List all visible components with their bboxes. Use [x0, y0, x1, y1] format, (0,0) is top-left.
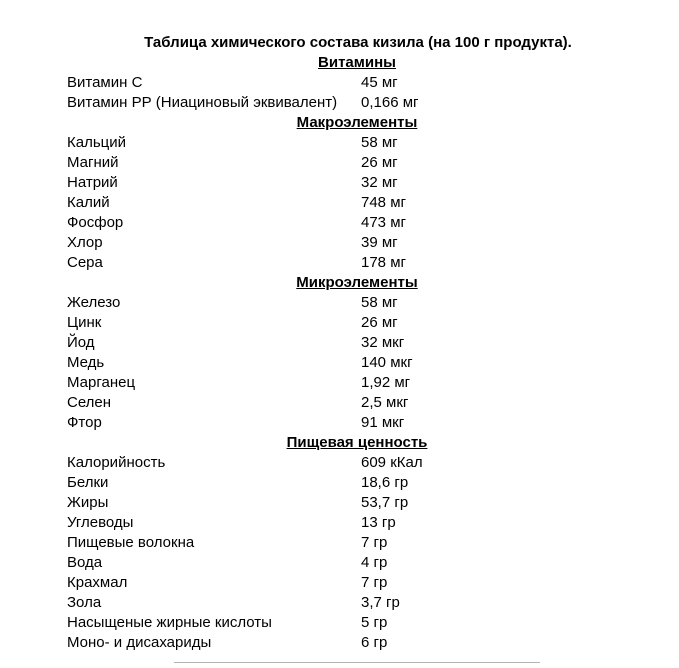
nutrient-value: 6 гр: [361, 634, 388, 651]
section-heading: Микроэлементы: [296, 274, 418, 291]
nutrient-name: Вода: [67, 554, 103, 571]
nutrient-value: 58 мг: [361, 294, 398, 311]
nutrient-name: Йод: [67, 334, 95, 351]
table-row: [63, 453, 651, 473]
table-row: [63, 633, 651, 653]
nutrient-name: Фтор: [67, 414, 102, 431]
nutrient-value: 32 мг: [361, 174, 398, 191]
nutrient-name: Марганец: [67, 374, 136, 391]
nutrient-value: 32 мкг: [361, 334, 405, 351]
nutrient-value: 7 гр: [361, 534, 388, 551]
table-row: [63, 293, 651, 313]
nutrition-table-body: [63, 53, 651, 653]
table-row: [63, 193, 651, 213]
nutrient-value: 4 гр: [361, 554, 388, 571]
nutrient-name: Кальций: [67, 134, 126, 151]
nutrient-value: 39 мг: [361, 234, 398, 251]
table-row: [63, 93, 651, 113]
nutrient-value: 0,166 мг: [361, 94, 419, 111]
nutrient-name: Зола: [67, 594, 102, 611]
nutrient-name: Натрий: [67, 174, 118, 191]
nutrient-value: 473 мг: [361, 214, 406, 231]
nutrient-value: 1,92 мг: [361, 374, 411, 391]
nutrient-value: 178 мг: [361, 254, 406, 271]
table-row: [63, 473, 651, 493]
table-row: [63, 413, 651, 433]
table-row: [63, 533, 651, 553]
nutrient-value: 13 гр: [361, 514, 396, 531]
section-header-row: [63, 53, 651, 73]
nutrient-value: 18,6 гр: [361, 474, 409, 491]
nutrient-name: Сера: [67, 254, 103, 271]
section-header-row: [63, 433, 651, 453]
nutrient-name: Витамин С: [67, 74, 143, 91]
section-heading: Макроэлементы: [296, 114, 418, 131]
section-heading: Пищевая ценность: [286, 434, 428, 451]
nutrient-name: Витамин РР (Ниациновый эквивалент): [67, 94, 338, 111]
nutrient-name: Цинк: [67, 314, 102, 331]
table-row: [63, 393, 651, 413]
table-row: [63, 333, 651, 353]
nutrient-name: Крахмал: [67, 574, 128, 591]
table-row: [63, 513, 651, 533]
table-row: [63, 73, 651, 93]
table-row: [63, 593, 651, 613]
nutrient-name: Железо: [67, 294, 121, 311]
table-row: [63, 373, 651, 393]
table-row: [63, 253, 651, 273]
table-row: [63, 173, 651, 193]
table-row: [63, 133, 651, 153]
table-row: [63, 233, 651, 253]
nutrition-table: [63, 53, 651, 653]
nutrient-name: Медь: [67, 354, 105, 371]
table-row: [63, 493, 651, 513]
table-row: [63, 353, 651, 373]
nutrient-name: Калорийность: [67, 454, 166, 471]
table-row: [63, 573, 651, 593]
table-row: [63, 313, 651, 333]
nutrient-name: Насыщеные жирные кислоты: [67, 614, 272, 631]
nutrient-name: Углеводы: [67, 514, 134, 531]
nutrient-name: Белки: [67, 474, 109, 491]
nutrient-value: 53,7 гр: [361, 494, 409, 511]
nutrient-name: Калий: [67, 194, 110, 211]
nutrient-name: Жиры: [67, 494, 109, 511]
section-header-row: [63, 113, 651, 133]
table-row: [63, 213, 651, 233]
nutrient-name: Селен: [67, 394, 112, 411]
table-row: [63, 153, 651, 173]
nutrient-value: 7 гр: [361, 574, 388, 591]
nutrient-value: 748 мг: [361, 194, 406, 211]
table-row: [63, 613, 651, 633]
table-title: Таблица химического состава кизила (на 100 г продукта).: [144, 34, 572, 51]
nutrient-value: 3,7 гр: [361, 594, 400, 611]
nutrient-value: 91 мкг: [361, 414, 405, 431]
nutrient-name: Пищевые волокна: [67, 534, 195, 551]
section-heading: Витамины: [318, 54, 396, 71]
bottom-divider: [174, 662, 540, 663]
nutrient-value: 140 мкг: [361, 354, 413, 371]
table-row: [63, 553, 651, 573]
nutrient-value: 5 гр: [361, 614, 388, 631]
nutrient-name: Моно- и дисахариды: [67, 634, 212, 651]
nutrient-name: Магний: [67, 154, 119, 171]
nutrient-value: 26 мг: [361, 154, 398, 171]
nutrient-name: Хлор: [67, 234, 103, 251]
nutrient-name: Фосфор: [67, 214, 124, 231]
section-header-row: [63, 273, 651, 293]
nutrient-value: 609 кКал: [361, 454, 423, 471]
nutrient-value: 26 мг: [361, 314, 398, 331]
nutrient-value: 58 мг: [361, 134, 398, 151]
nutrient-value: 45 мг: [361, 74, 398, 91]
nutrient-value: 2,5 мкг: [361, 394, 409, 411]
